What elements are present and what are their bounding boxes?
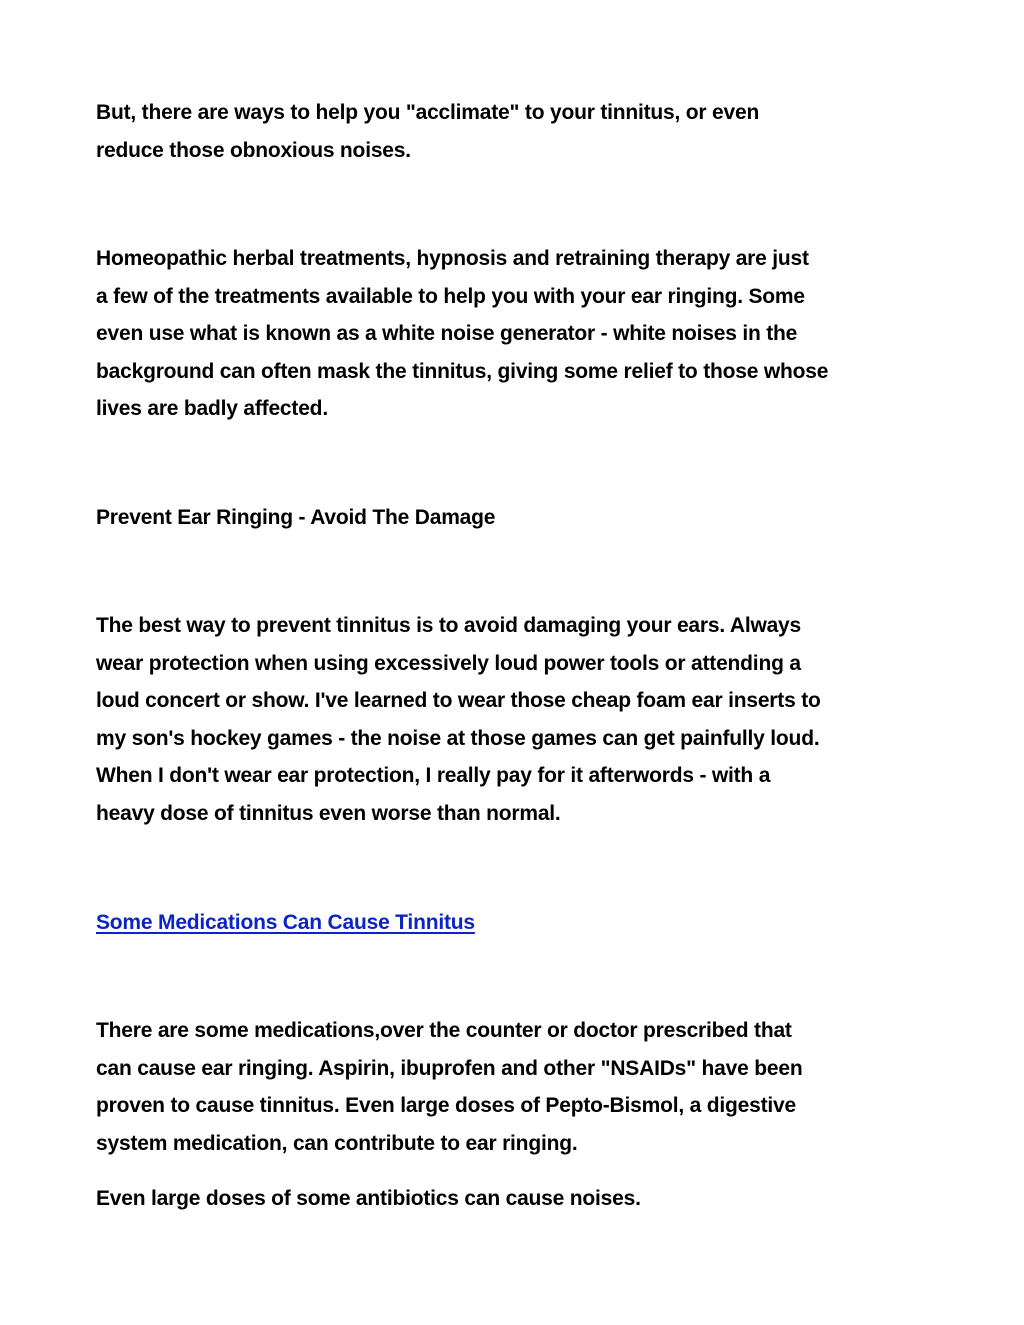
- medications-paragraph: There are some medications,over the counter or doctor prescribed that can cause ear ringing. Aspirin, ibuprofen and other "NSAIDs" have been proven to cause tinnitus. Even large doses of Pepto-Bismol, a digestive system medication, can contribute to ear ringing.: [96, 1019, 803, 1155]
- antibiotics-paragraph: Even large doses of some antibiotics can cause noises.: [96, 1187, 641, 1210]
- prevention-paragraph: The best way to prevent tinnitus is to avoid damaging your ears. Always wear protection when using excessively loud power tools or attending a loud concert or show. I've learned to wear those cheap foam ear inserts to my son's hockey games - the noise at those games can get painfully loud. When I don't wear ear protection, I really pay for it afterwords - with a heavy dose of tinnitus even worse than normal.: [96, 614, 821, 825]
- medications-link[interactable]: Some Medications Can Cause Tinnitus: [96, 911, 475, 934]
- intro-paragraph: But, there are ways to help you "acclimate" to your tinnitus, or even reduce those obnoxious noises.: [96, 101, 760, 162]
- section-heading-prevent: Prevent Ear Ringing - Avoid The Damage: [96, 506, 496, 529]
- treatments-paragraph: Homeopathic herbal treatments, hypnosis and retraining therapy are just a few of the treatments available to help you with your ear ringing. Some even use what is known as a white noise generator - white noises in the background can often mask the tinnitus, giving some relief to those whose lives are badly affected.: [96, 247, 829, 421]
- medications-link-wrapper: [96, 904, 936, 942]
